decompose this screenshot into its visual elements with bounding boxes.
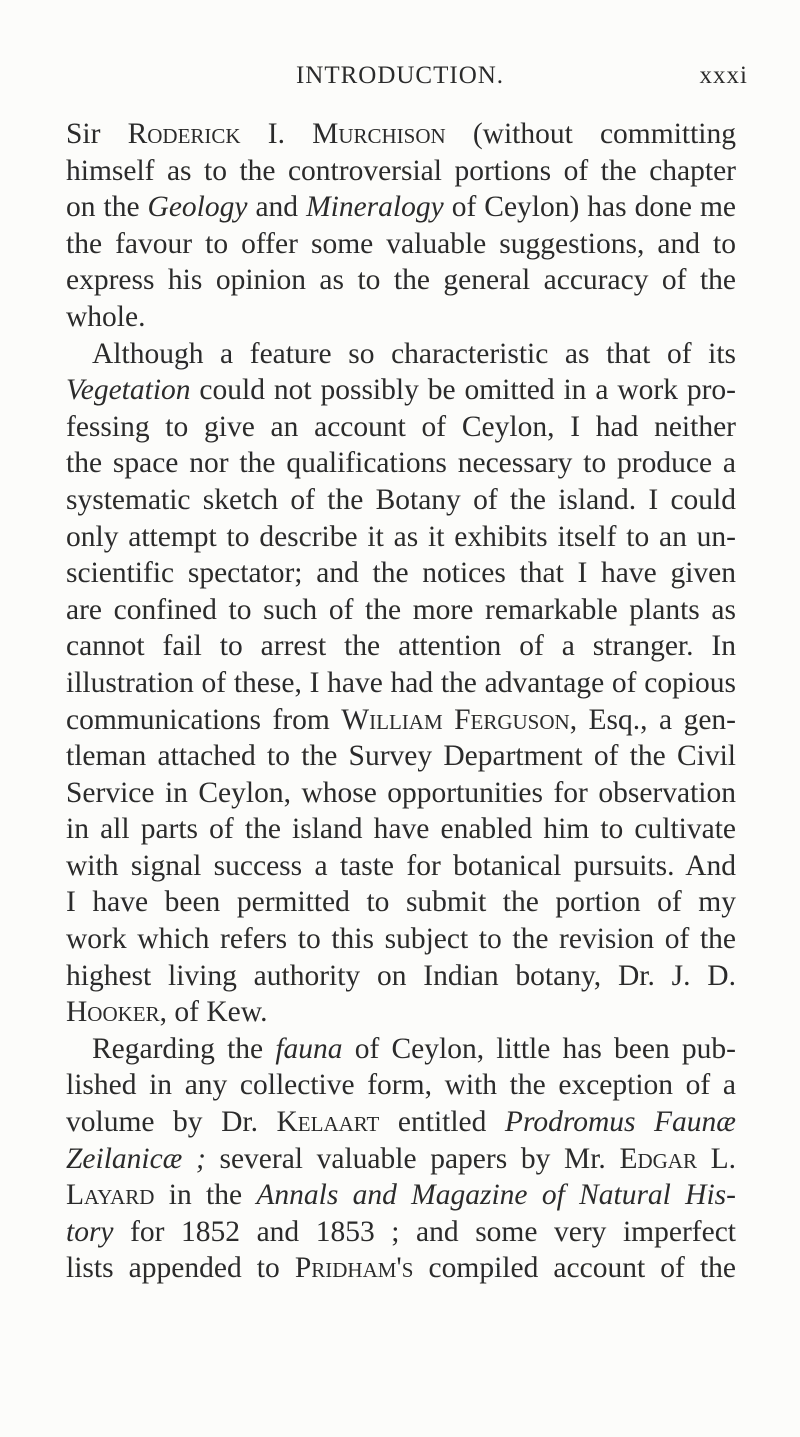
text-line (66, 702, 736, 739)
text-run: only attempt to describe it as it exhibits itself to an un- (66, 520, 736, 553)
text-run: (without committing (445, 118, 736, 150)
text-run: of Ceylon, little has been pub- (342, 1032, 736, 1065)
small-caps-name: Kelaart (276, 1106, 380, 1139)
text-line (66, 1214, 736, 1251)
text-run: whole. (66, 300, 146, 333)
text-run: could not possibly be omitted in a work pro- (190, 374, 736, 407)
small-caps-name: Hooker (66, 996, 160, 1029)
text-line (66, 1104, 736, 1141)
small-caps-name: Edgar L. (619, 1142, 736, 1175)
page-number: xxxi (699, 62, 748, 89)
text-line (66, 775, 736, 812)
text-run: Service in Ceylon, whose opportunities for observation (66, 776, 736, 809)
text-run: express his opinion as to the general accuracy of the (66, 264, 736, 297)
small-caps-name: Roderick I. Murchison (127, 118, 446, 150)
text-run: compiled account of the (413, 1252, 736, 1285)
text-run: himself as to the controversial portions of the chapter (66, 154, 736, 187)
text-run: cannot fail to arrest the attention of a stranger. In (66, 630, 736, 663)
text-line (66, 1067, 736, 1104)
text-line (66, 1250, 736, 1287)
text-run: entitled (379, 1106, 505, 1139)
text-run: communications from (66, 703, 342, 736)
text-line (66, 848, 736, 885)
italic-text: Annals and Magazine of Natural His- (256, 1179, 736, 1212)
text-line (66, 153, 736, 190)
text-line (66, 519, 736, 556)
text-run: scientific spectator; and the notices that I have given (66, 557, 736, 590)
text-line (66, 482, 736, 519)
small-caps-name: William Ferguson (341, 703, 570, 736)
text-run: lists appended to (66, 1252, 295, 1285)
text-run: on the (66, 191, 148, 224)
text-line (66, 628, 736, 665)
text-line (66, 262, 736, 299)
italic-text: Geology (147, 191, 248, 224)
text-run: the space nor the qualifications necessary to produce a (66, 447, 736, 480)
text-run: , Esq., a gen- (569, 703, 737, 736)
text-run: Sir (66, 118, 128, 150)
text-line (66, 189, 736, 226)
text-run: of Ceylon) has done me (443, 191, 736, 224)
text-line (66, 1031, 736, 1068)
text-line (66, 665, 736, 702)
text-line (66, 409, 736, 446)
text-line (66, 1177, 736, 1214)
text-run: , of Kew. (159, 996, 268, 1029)
text-run: with signal success a taste for botanical pursuits. And (66, 849, 736, 882)
running-head (52, 62, 748, 98)
text-run: highest living authority on Indian botany, Dr. J. D. (66, 959, 736, 992)
text-run: Regarding the (92, 1032, 276, 1065)
text-run: and (247, 191, 307, 224)
small-caps-name: Pridham's (294, 1252, 414, 1285)
text-line (66, 372, 736, 409)
text-line (66, 445, 736, 482)
text-run: several valuable papers by Mr. (205, 1142, 620, 1175)
running-title: INTRODUCTION. (295, 62, 505, 89)
body-text (66, 116, 736, 1287)
text-run: are confined to such of the more remarkable plants as (66, 593, 736, 626)
italic-text: Prodromus Faunæ (504, 1106, 736, 1139)
small-caps-name: Layard (66, 1179, 155, 1212)
italic-text: Vegetation (66, 374, 191, 407)
text-line (66, 994, 736, 1031)
text-run: lished in any collective form, with the exception of a (66, 1069, 736, 1102)
text-line (66, 592, 736, 629)
text-line (66, 116, 736, 153)
text-line (66, 884, 736, 921)
text-run: work which refers to this subject to the revision of the (66, 923, 736, 956)
text-run: fessing to give an account of Ceylon, I had neither (66, 410, 736, 443)
text-run: in the (154, 1179, 257, 1212)
text-run: I have been permitted to submit the portion of my (66, 886, 736, 919)
text-run: systematic sketch of the Botany of the island. I could (66, 483, 736, 516)
text-run: in all parts of the island have enabled him to cultivate (66, 813, 736, 846)
text-run: for 1852 and 1853 ; and some very imperfect (113, 1215, 736, 1248)
text-line (66, 958, 736, 995)
text-line (66, 1141, 736, 1178)
text-line (66, 811, 736, 848)
text-line (66, 738, 736, 775)
text-run: the favour to offer some valuable suggestions, and to (66, 227, 736, 260)
italic-text: Zeilanicæ ; (66, 1142, 206, 1175)
italic-text: Mineralogy (306, 191, 444, 224)
text-run: illustration of these, I have had the advantage of copious (66, 666, 736, 699)
text-line (66, 555, 736, 592)
text-line (66, 226, 736, 263)
italic-text: tory (66, 1215, 114, 1248)
text-line (66, 921, 736, 958)
text-line (66, 299, 736, 336)
italic-text: fauna (275, 1032, 343, 1065)
text-line (66, 336, 736, 373)
text-run: volume by Dr. (66, 1106, 277, 1139)
text-run: Although a feature so characteristic as that of its (92, 337, 736, 370)
text-run: tleman attached to the Survey Department of the Civil (66, 740, 736, 773)
